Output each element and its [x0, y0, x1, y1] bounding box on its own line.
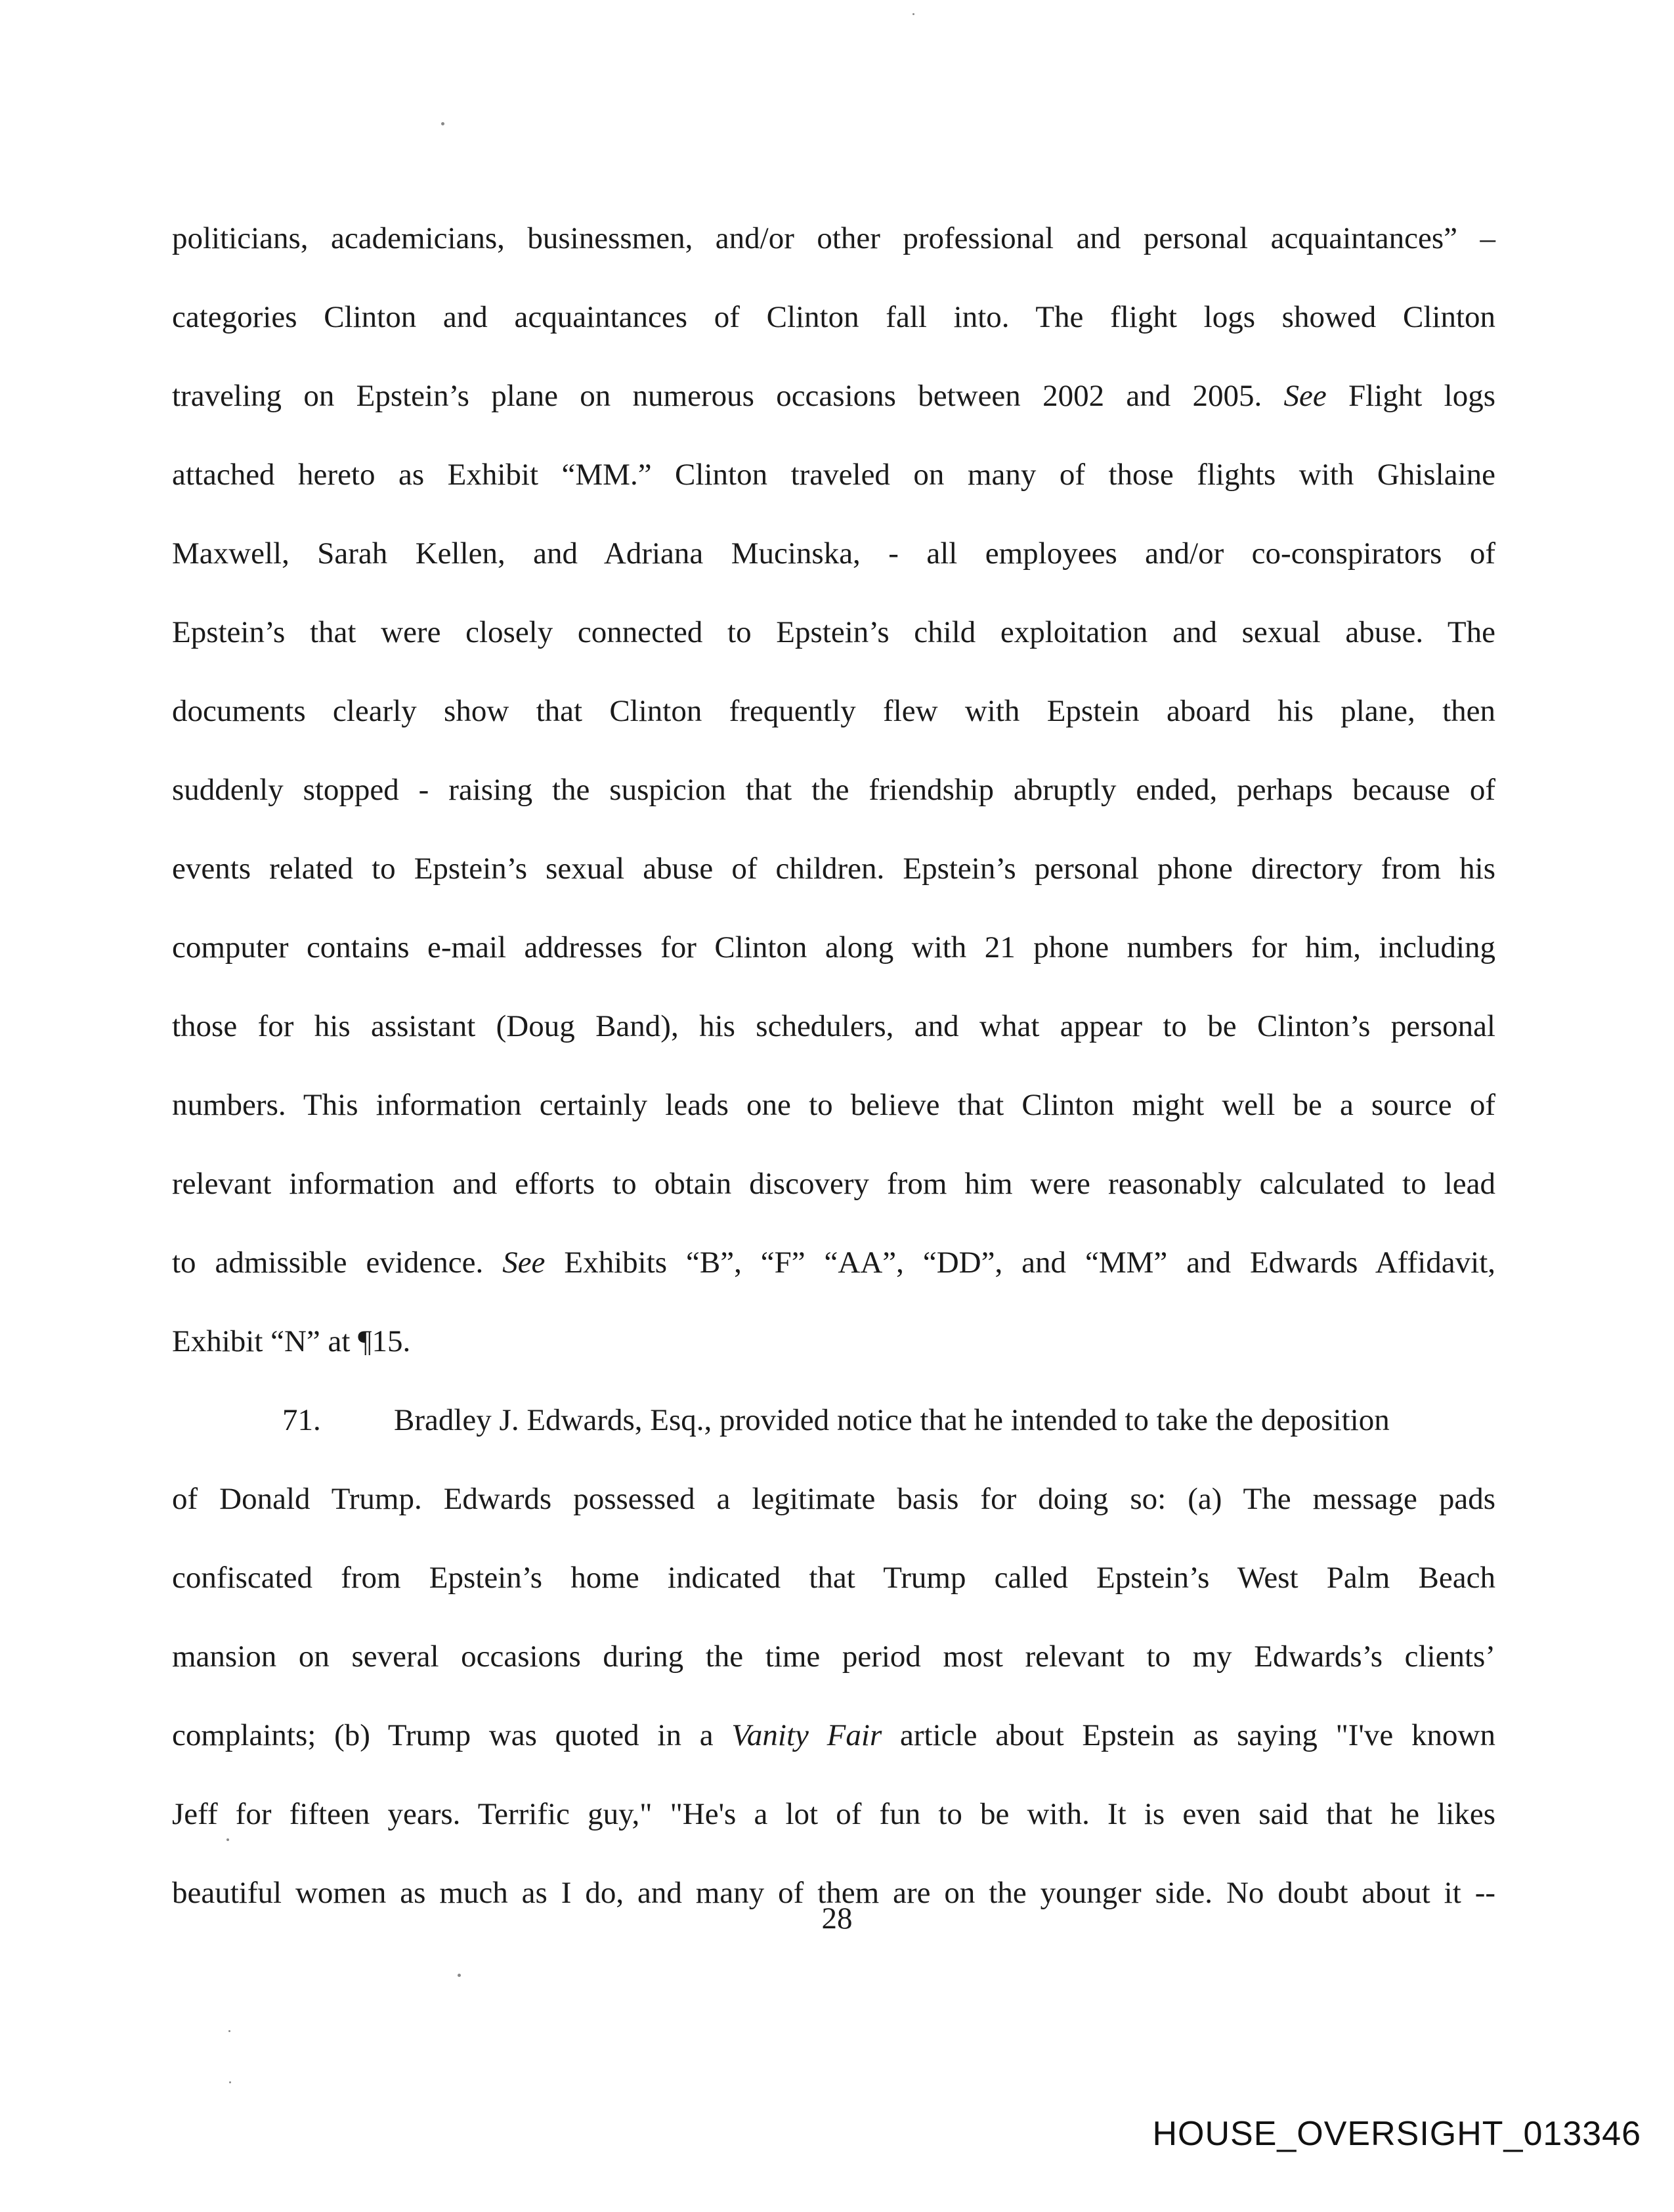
page-number: 28 — [821, 1901, 853, 1936]
text-fragment: Flight logs — [1348, 379, 1495, 413]
text-line — [172, 1223, 1495, 1302]
text-line: relevant information and efforts to obtain discovery from him were reasonably calculated to lead — [172, 1167, 1495, 1201]
text-line: Jeff for fifteen years. Terrific guy," "He's a lot of fun to be with. It is even said that he likes — [172, 1797, 1495, 1831]
paragraph-number: 71. — [282, 1403, 321, 1437]
bates-stamp: HOUSE_OVERSIGHT_013346 — [1152, 2115, 1641, 2153]
text-line: events related to Epstein’s sexual abuse of children. Epstein’s personal phone directory from his — [172, 852, 1495, 886]
scan-speck — [458, 1974, 461, 1977]
italic-vanity-fair: Vanity Fair — [731, 1718, 882, 1752]
text-line: Exhibit “N” at ¶15. — [172, 1324, 411, 1358]
text-line: computer contains e-mail addresses for Clinton along with 21 phone numbers for him, including — [172, 930, 1495, 965]
scan-speck — [226, 1838, 229, 1841]
text-line: of Donald Trump. Edwards possessed a legitimate basis for doing so: (a) The message pads — [172, 1482, 1495, 1516]
text-fragment: traveling on Epstein’s plane on numerous occasions between 2002 and 2005. — [172, 379, 1262, 413]
text-line: documents clearly show that Clinton frequently flew with Epstein aboard his plane, then — [172, 694, 1495, 728]
text-line: attached hereto as Exhibit “MM.” Clinton traveled on many of those flights with Ghislaine — [172, 458, 1495, 492]
text-fragment: complaints; (b) Trump was quoted in a — [172, 1718, 714, 1752]
scan-speck — [229, 2081, 231, 2083]
text-line: categories Clinton and acquaintances of Clinton fall into. The flight logs showed Clinton — [172, 300, 1495, 334]
text-line: Epstein’s that were closely connected to Epstein’s child exploitation and sexual abuse. The — [172, 615, 1495, 649]
text-line — [172, 1696, 1495, 1775]
italic-see: See — [1283, 379, 1327, 413]
text-line — [172, 1381, 1495, 1460]
text-line: confiscated from Epstein’s home indicated that Trump called Epstein’s West Palm Beach — [172, 1561, 1495, 1595]
text-line — [172, 357, 1495, 435]
scan-speck — [228, 2030, 230, 2032]
text-line: those for his assistant (Doug Band), his schedulers, and what appear to be Clinton’s personal — [172, 1009, 1495, 1043]
text-line: Maxwell, Sarah Kellen, and Adriana Mucinska, - all employees and/or co-conspirators of — [172, 536, 1495, 571]
text-fragment: Bradley J. Edwards, Esq., provided notice that he intended to take the deposition — [394, 1403, 1390, 1437]
text-line: beautiful women as much as I do, and many of them are on the younger side. No doubt about it -- — [172, 1876, 1495, 1910]
text-line: mansion on several occasions during the time period most relevant to my Edwards’s clients’ — [172, 1639, 1495, 1674]
body-text — [172, 199, 1495, 1932]
text-fragment: article about Epstein as saying "I've known — [900, 1718, 1495, 1752]
scan-speck — [912, 13, 914, 15]
scan-speck — [441, 122, 444, 125]
text-fragment: Exhibits “B”, “F” “AA”, “DD”, and “MM” and Edwards Affidavit, — [564, 1246, 1495, 1280]
text-line: numbers. This information certainly leads one to believe that Clinton might well be a source of — [172, 1088, 1495, 1122]
text-fragment: to admissible evidence. — [172, 1246, 484, 1280]
text-line: politicians, academicians, businessmen, and/or other professional and personal acquaintances” – — [172, 221, 1495, 255]
italic-see: See — [502, 1246, 546, 1280]
text-line: suddenly stopped - raising the suspicion that the friendship abruptly ended, perhaps because of — [172, 773, 1495, 807]
